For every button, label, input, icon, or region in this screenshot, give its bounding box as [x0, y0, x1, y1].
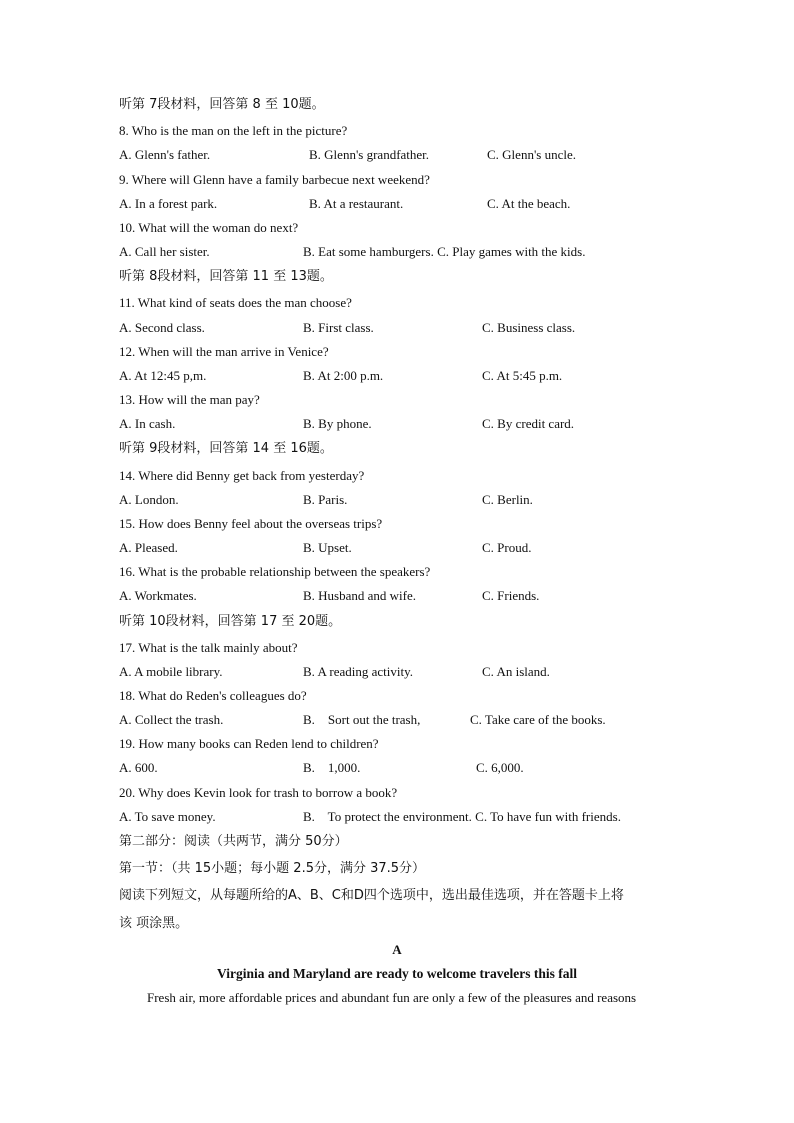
q9-option-a: A. In a forest park.: [119, 196, 218, 211]
q19-option-b: B. 1,000.: [303, 760, 361, 775]
q18-option-a: A. Collect the trash.: [119, 712, 224, 727]
q16-option-c: C. Friends.: [482, 588, 540, 603]
q10-option-bc: B. Eat some hamburgers. C. Play games with the kids.: [303, 244, 586, 259]
question-12: 12. When will the man arrive in Venice?: [119, 344, 329, 359]
q16-option-b: B. Husband and wife.: [303, 588, 417, 603]
q12-option-a: A. At 12:45 p,m.: [119, 368, 207, 383]
section-10-heading: 听第 10段材料，回答第 17 至 20题。: [119, 614, 342, 629]
q10-option-a: A. Call her sister.: [119, 244, 210, 259]
q8-option-a: A. Glenn's father.: [119, 147, 211, 162]
q14-option-c: C. Berlin.: [482, 492, 533, 507]
part-2-heading: 第二部分：阅读（共两节，满分 50分）: [119, 834, 348, 849]
q19-option-c: C. 6,000.: [476, 760, 524, 775]
question-17: 17. What is the talk mainly about?: [119, 640, 298, 655]
passage-title: Virginia and Maryland are ready to welcome travelers this fall: [216, 966, 578, 981]
q11-option-c: C. Business class.: [482, 320, 576, 335]
q9-option-c: C. At the beach.: [487, 196, 571, 211]
q15-option-a: A. Pleased.: [119, 540, 178, 555]
question-16: 16. What is the probable relationship between the speakers?: [119, 564, 431, 579]
question-8: 8. Who is the man on the left in the picture?: [119, 123, 348, 138]
q12-option-b: B. At 2:00 p.m.: [303, 368, 384, 383]
q15-option-c: C. Proud.: [482, 540, 532, 555]
question-11: 11. What kind of seats does the man choose?: [119, 295, 352, 310]
q8-option-b: B. Glenn's grandfather.: [309, 147, 430, 162]
passage-first-line: Fresh air, more affordable prices and abundant fun are only a few of the pleasures and reasons: [147, 990, 637, 1005]
q18-option-c: C. Take care of the books.: [470, 712, 606, 727]
q11-option-b: B. First class.: [303, 320, 374, 335]
q20-option-a: A. To save money.: [119, 809, 216, 824]
q15-option-b: B. Upset.: [303, 540, 352, 555]
q9-option-b: B. At a restaurant.: [309, 196, 404, 211]
q14-option-b: B. Paris.: [303, 492, 348, 507]
instruction-line-2: 该 项涂黑。: [119, 916, 189, 931]
section-9-heading: 听第 9段材料，回答第 14 至 16题。: [119, 441, 333, 456]
q18-option-b: B. Sort out the trash,: [303, 712, 421, 727]
section-1-heading: 第一节：（共 15小题；每小题 2.5分，满分 37.5分）: [119, 861, 426, 876]
question-13: 13. How will the man pay?: [119, 392, 260, 407]
question-15: 15. How does Benny feel about the overseas trips?: [119, 516, 383, 531]
q11-option-a: A. Second class.: [119, 320, 205, 335]
q13-option-a: A. In cash.: [119, 416, 176, 431]
q16-option-a: A. Workmates.: [119, 588, 197, 603]
passage-label: A: [392, 942, 402, 957]
q17-option-b: B. A reading activity.: [303, 664, 413, 679]
q13-option-b: B. By phone.: [303, 416, 372, 431]
q20-option-bc: B. To protect the environment. C. To have fun with friends.: [303, 809, 621, 824]
question-9: 9. Where will Glenn have a family barbecue next weekend?: [119, 172, 430, 187]
q17-option-c: C. An island.: [482, 664, 550, 679]
question-10: 10. What will the woman do next?: [119, 220, 299, 235]
q14-option-a: A. London.: [119, 492, 179, 507]
q12-option-c: C. At 5:45 p.m.: [482, 368, 563, 383]
q19-option-a: A. 600.: [119, 760, 158, 775]
question-20: 20. Why does Kevin look for trash to borrow a book?: [119, 785, 398, 800]
q8-option-c: C. Glenn's uncle.: [487, 147, 576, 162]
section-7-heading: 听第 7段材料，回答第 8 至 10题。: [119, 97, 325, 112]
question-18: 18. What do Reden's colleagues do?: [119, 688, 307, 703]
section-8-heading: 听第 8段材料，回答第 11 至 13题。: [119, 269, 333, 284]
question-19: 19. How many books can Reden lend to children?: [119, 736, 379, 751]
question-14: 14. Where did Benny get back from yesterday?: [119, 468, 365, 483]
q17-option-a: A. A mobile library.: [119, 664, 223, 679]
instruction-line-1: 阅读下列短文，从每题所给的A、B、C和D四个选项中，选出最佳选项，并在答题卡上将: [119, 888, 624, 903]
q13-option-c: C. By credit card.: [482, 416, 575, 431]
